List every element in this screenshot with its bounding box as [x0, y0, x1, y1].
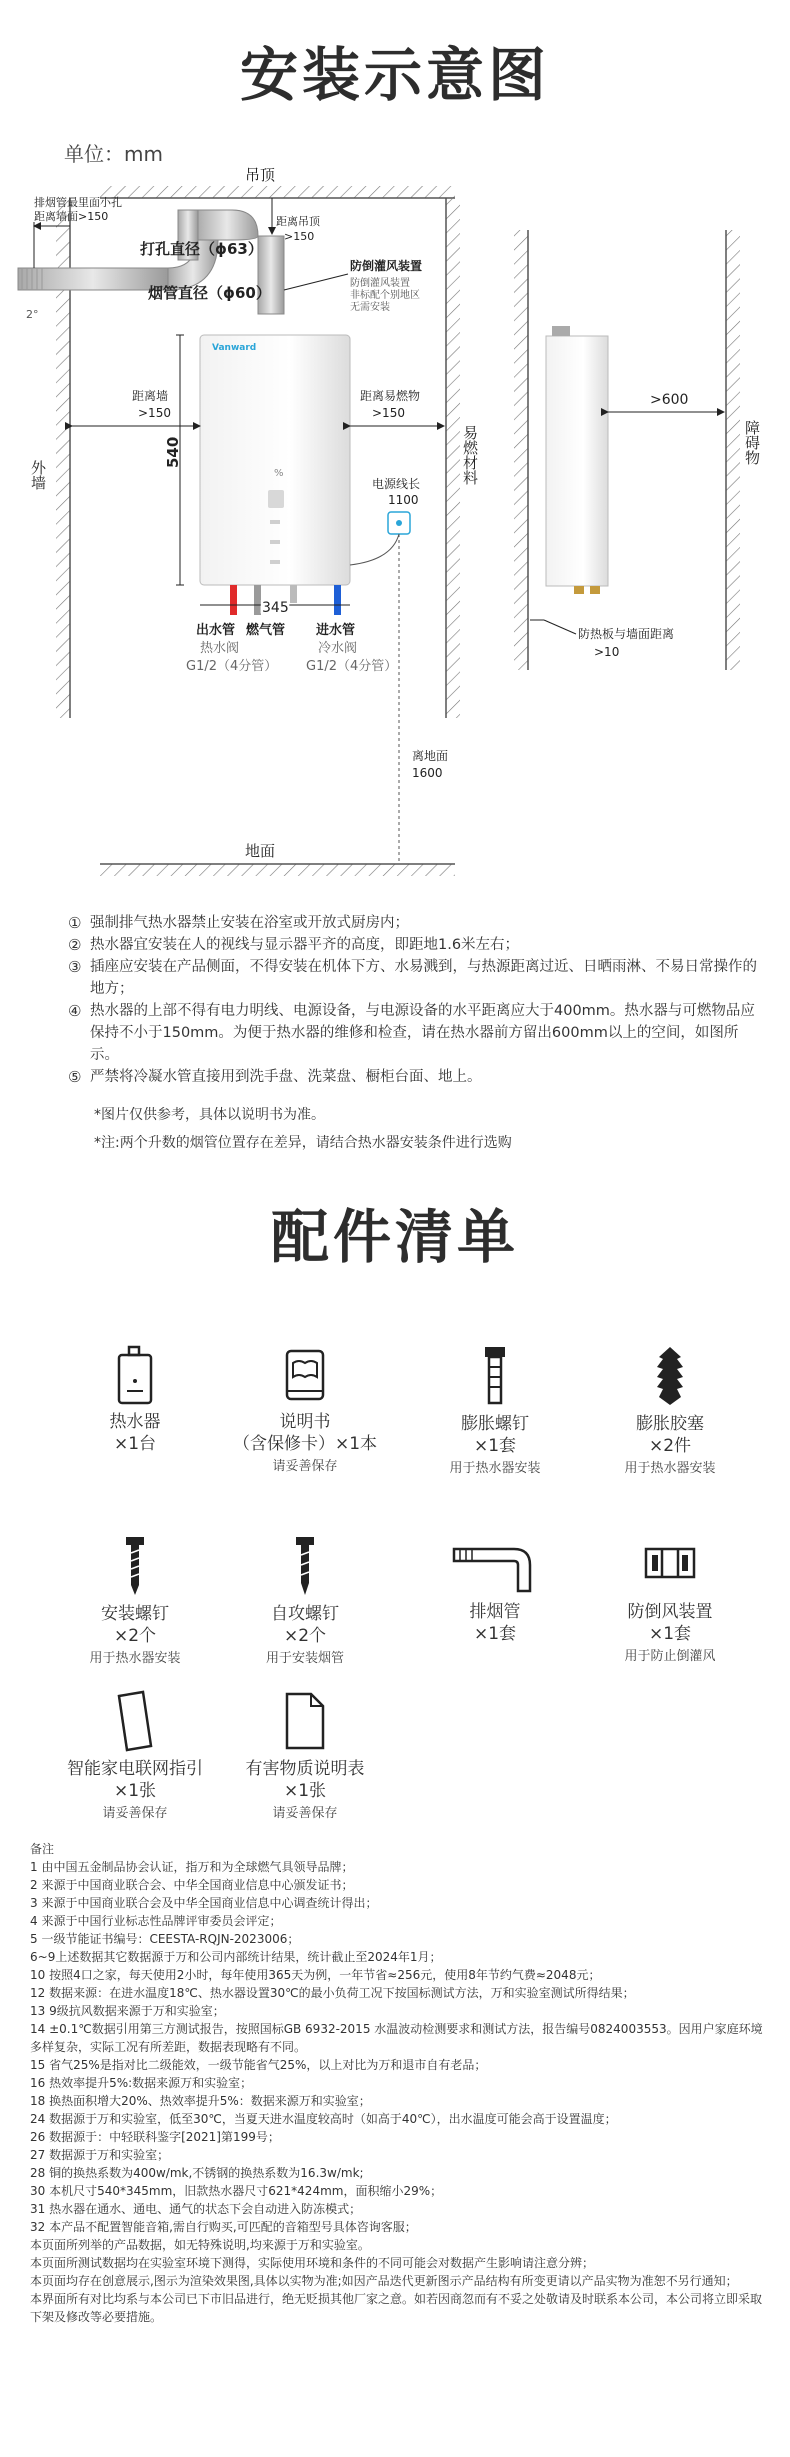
outer-wall-label: 外墙 — [29, 460, 47, 490]
part-item-sheet: 有害物质说明表 ×1张 请妥善保存 — [215, 1690, 395, 1824]
flammable-wall-hatch — [446, 198, 460, 718]
install-screw-icon — [123, 1535, 147, 1597]
svg-text:非标配个别地区: 非标配个别地区 — [350, 290, 420, 301]
remark-line: 30 本机尺寸540*345mm，旧款热水器尺寸621*424mm，面积缩小29%； — [30, 2184, 443, 2198]
part-item-manual: 说明书 （含保修卡）×1本 请妥善保存 — [215, 1345, 395, 1477]
remark-line: 16 热效率提升5%:数据来源万和实验室； — [30, 2076, 253, 2090]
svg-text:离地面: 离地面 — [412, 749, 449, 763]
remark-line: 26 数据源于：中轻联科鉴字[2021]第199号； — [30, 2130, 280, 2144]
plug-icon — [655, 1345, 685, 1407]
remark-line: 4 来源于中国行业标志性品牌评审委员会评定； — [30, 1914, 282, 1928]
svg-text:Vanward: Vanward — [212, 343, 257, 353]
remark-line: 13 9级抗风数据来源于万和实验室； — [30, 2004, 225, 2018]
part-item-install-screw: 安装螺钉 ×2个 用于热水器安装 — [45, 1535, 225, 1669]
svg-text:排烟管最里面小孔: 排烟管最里面小孔 — [34, 196, 122, 209]
sheet-icon — [283, 1690, 327, 1752]
svg-text:电源线长: 电源线长 — [372, 477, 421, 491]
floor-label: 地面 — [245, 842, 276, 860]
heater-icon — [115, 1345, 155, 1405]
manual-icon — [283, 1345, 327, 1405]
part-item-flue-pipe: 排烟管 ×1套 — [405, 1535, 585, 1645]
side-wall-hatch — [514, 230, 528, 670]
remark-line: 5 一级节能证书编号：CEESTA-RQJN-2023006； — [30, 1932, 300, 1946]
svg-text:距离墙: 距离墙 — [132, 389, 169, 403]
svg-text:1600: 1600 — [412, 766, 443, 780]
svg-text:>150: >150 — [284, 230, 315, 243]
remark-line: 15 省气25%是指对比二级能效，一级节能省气25%，以上对比为万和退市自有老品； — [30, 2058, 487, 2072]
svg-text:>150: >150 — [138, 406, 171, 420]
remark-line: 本页面所列举的产品数据，如无特殊说明,均来源于万和实验室。 — [30, 2238, 370, 2252]
page-title: 安装示意图 — [239, 41, 550, 109]
svg-text:烟管直径（ϕ60）: 烟管直径（ϕ60） — [148, 284, 271, 302]
svg-text:燃气管: 燃气管 — [246, 623, 286, 638]
footnote: *注:两个升数的烟管位置存在差异，请结合热水器安装条件进行选购 — [94, 1135, 512, 1151]
svg-text:冷水阀: 冷水阀 — [318, 641, 358, 656]
svg-text:热水阀: 热水阀 — [200, 641, 240, 656]
floor-hatch — [100, 864, 455, 876]
remark-line: 6~9上述数据其它数据源于万和公司内部统计结果，统计截止至2024年1月； — [30, 1950, 442, 1964]
part-item-guide: 智能家电联网指引 ×1张 请妥善保存 — [45, 1690, 225, 1824]
remark-line: 18 换热面积增大20%、热效率提升5%：数据来源万和实验室； — [30, 2094, 371, 2108]
heater-side — [546, 336, 608, 586]
svg-text:540: 540 — [164, 436, 182, 468]
note-item: ⑤ 严禁将冷凝水管直接用到洗手盘、洗菜盘、橱柜台面、地上。 — [68, 1068, 482, 1086]
ceiling-label: 吊顶 — [245, 166, 276, 184]
remarks-heading: 备注 — [30, 1842, 55, 1856]
remark-line: 24 数据源于万和实验室，低至30℃，当夏天进水温度较高时（如高于40℃），出水温度可能会高于设置温度； — [30, 2112, 617, 2126]
svg-text:>150: >150 — [372, 406, 405, 420]
svg-text:防倒灌风装置: 防倒灌风装置 — [350, 278, 410, 289]
ceiling-hatch — [100, 186, 455, 198]
svg-text:防倒灌风装置: 防倒灌风装置 — [350, 259, 423, 273]
unit-label: 单位：mm — [64, 142, 163, 166]
flue-pipe-icon — [450, 1535, 540, 1595]
parts-title: 配件清单 — [270, 1203, 519, 1271]
svg-text:345: 345 — [262, 600, 289, 616]
remark-line: 本页面所测试数据均在实验室环境下测得，实际使用环境和条件的不同可能会对数据产生影响请注意分辨； — [30, 2256, 595, 2270]
svg-text:>600: >600 — [650, 392, 689, 408]
note-item: ④ 热水器的上部不得有电力明线、电源设备，与电源设备的水平距离应大于400mm。热水器与可燃物品应保持不小于150mm。为便于热水器的维修和检查，请在热水器前方留出600mm以上的空间，如图所示。 — [68, 1002, 755, 1063]
svg-text:进水管: 进水管 — [316, 623, 356, 638]
svg-text:距离吊顶: 距离吊顶 — [276, 215, 320, 228]
footnote: *图片仅供参考，具体以说明书为准。 — [94, 1107, 325, 1123]
installation-diagram — [0, 150, 790, 890]
svg-text:1100: 1100 — [388, 493, 419, 507]
remark-line: 3 来源于中国商业联合会及中华全国商业信息中心调查统计得出； — [30, 1896, 378, 1910]
remarks — [30, 1840, 770, 2326]
guide-icon — [113, 1690, 157, 1752]
remark-line: 31 热水器在通水、通电、通气的状态下会自动进入防冻模式； — [30, 2202, 362, 2216]
svg-text:防热板与墙面距离: 防热板与墙面距离 — [578, 627, 675, 641]
note-item: ① 强制排气热水器禁止安装在浴室或开放式厨房内； — [68, 914, 409, 932]
part-item-anti-backflow: 防倒风装置 ×1套 用于防止倒灌风 — [580, 1535, 760, 1667]
tapping-screw-icon — [293, 1535, 317, 1597]
svg-text:2°: 2° — [26, 308, 39, 321]
svg-text:打孔直径（ϕ63）: 打孔直径（ϕ63） — [140, 240, 263, 258]
svg-text:障碍物: 障碍物 — [743, 420, 761, 465]
svg-text:G1/2（4分管）: G1/2（4分管） — [306, 659, 398, 674]
svg-text:距离易燃物: 距离易燃物 — [360, 389, 421, 403]
anti-backflow-icon — [640, 1535, 700, 1595]
remark-line: 14 ±0.1℃数据引用第三方测试报告，按照国标GB 6932-2015 水温波动检测要求和测试方法，报告编号0824003553。因用户家庭环境多样复杂，实际工况有所差距，数据表现略有不同。 — [30, 2022, 763, 2054]
svg-text:无需安装: 无需安装 — [350, 302, 390, 313]
remark-line: 28 铜的换热系数为400w/mk,不锈钢的换热系数为16.3w/mk; — [30, 2166, 364, 2180]
part-item-plug: 膨胀胶塞 ×2件 用于热水器安装 — [580, 1345, 760, 1479]
obstacle-hatch — [726, 230, 740, 670]
note-item: ② 热水器宜安装在人的视线与显示器平齐的高度，即距地1.6米左右； — [68, 936, 520, 954]
svg-text:G1/2（4分管）: G1/2（4分管） — [186, 659, 278, 674]
remark-line: 27 数据源于万和实验室； — [30, 2148, 170, 2162]
remark-line: 1 由中国五金制品协会认证，指万和为全球燃气具领导品牌； — [30, 1860, 354, 1874]
part-item-expansion-screw: 膨胀螺钉 ×1套 用于热水器安装 — [405, 1345, 585, 1479]
remark-line: 12 数据来源：在进水温度18℃、热水器设置30℃的最小负荷工况下按国标测试方法，万和实验室测试所得结果； — [30, 1986, 635, 2000]
remark-line: 10 按照4口之家，每天使用2小时，每年使用365天为例，一年节省≈256元，使用8年节约气费≈2048元； — [30, 1968, 601, 1982]
flammable-label: 易燃材料 — [461, 425, 479, 485]
remark-line: 本页面均存在创意展示,图示为渲染效果图,具体以实物为准;如因产品迭代更新图示产品结构有所变更请以产品实物为准恕不另行通知； — [30, 2274, 738, 2288]
svg-text:出水管: 出水管 — [196, 623, 236, 638]
part-item-tapping-screw: 自攻螺钉 ×2个 用于安装烟管 — [215, 1535, 395, 1669]
note-item: ③ 插座应安装在产品侧面，不得安装在机体下方、水易溅到，与热源距离过近、日晒雨淋、不易日常操作的地方； — [68, 958, 757, 997]
expansion-screw-icon — [480, 1345, 510, 1407]
remark-line: 2 来源于中国商业联合会、中华全国商业信息中心颁发证书； — [30, 1878, 354, 1892]
svg-text:距离墙面>150: 距离墙面>150 — [34, 210, 109, 223]
svg-text:%: % — [274, 468, 284, 479]
heater-body — [200, 335, 350, 585]
remark-line: 32 本产品不配置智能音箱,需自行购买,可匹配的音箱型号具体咨询客服； — [30, 2220, 417, 2234]
svg-text:>10: >10 — [594, 645, 620, 659]
remark-line: 本界面所有对比均系与本公司已下市旧品进行，绝无贬损其他厂家之意。如若因商忽而有不妥之处敬请及时联系本公司，本公司将立即采取下架及修改等必要措施。 — [30, 2292, 763, 2324]
install-notes — [68, 912, 758, 1088]
part-item-heater: 热水器 ×1台 — [45, 1345, 225, 1455]
